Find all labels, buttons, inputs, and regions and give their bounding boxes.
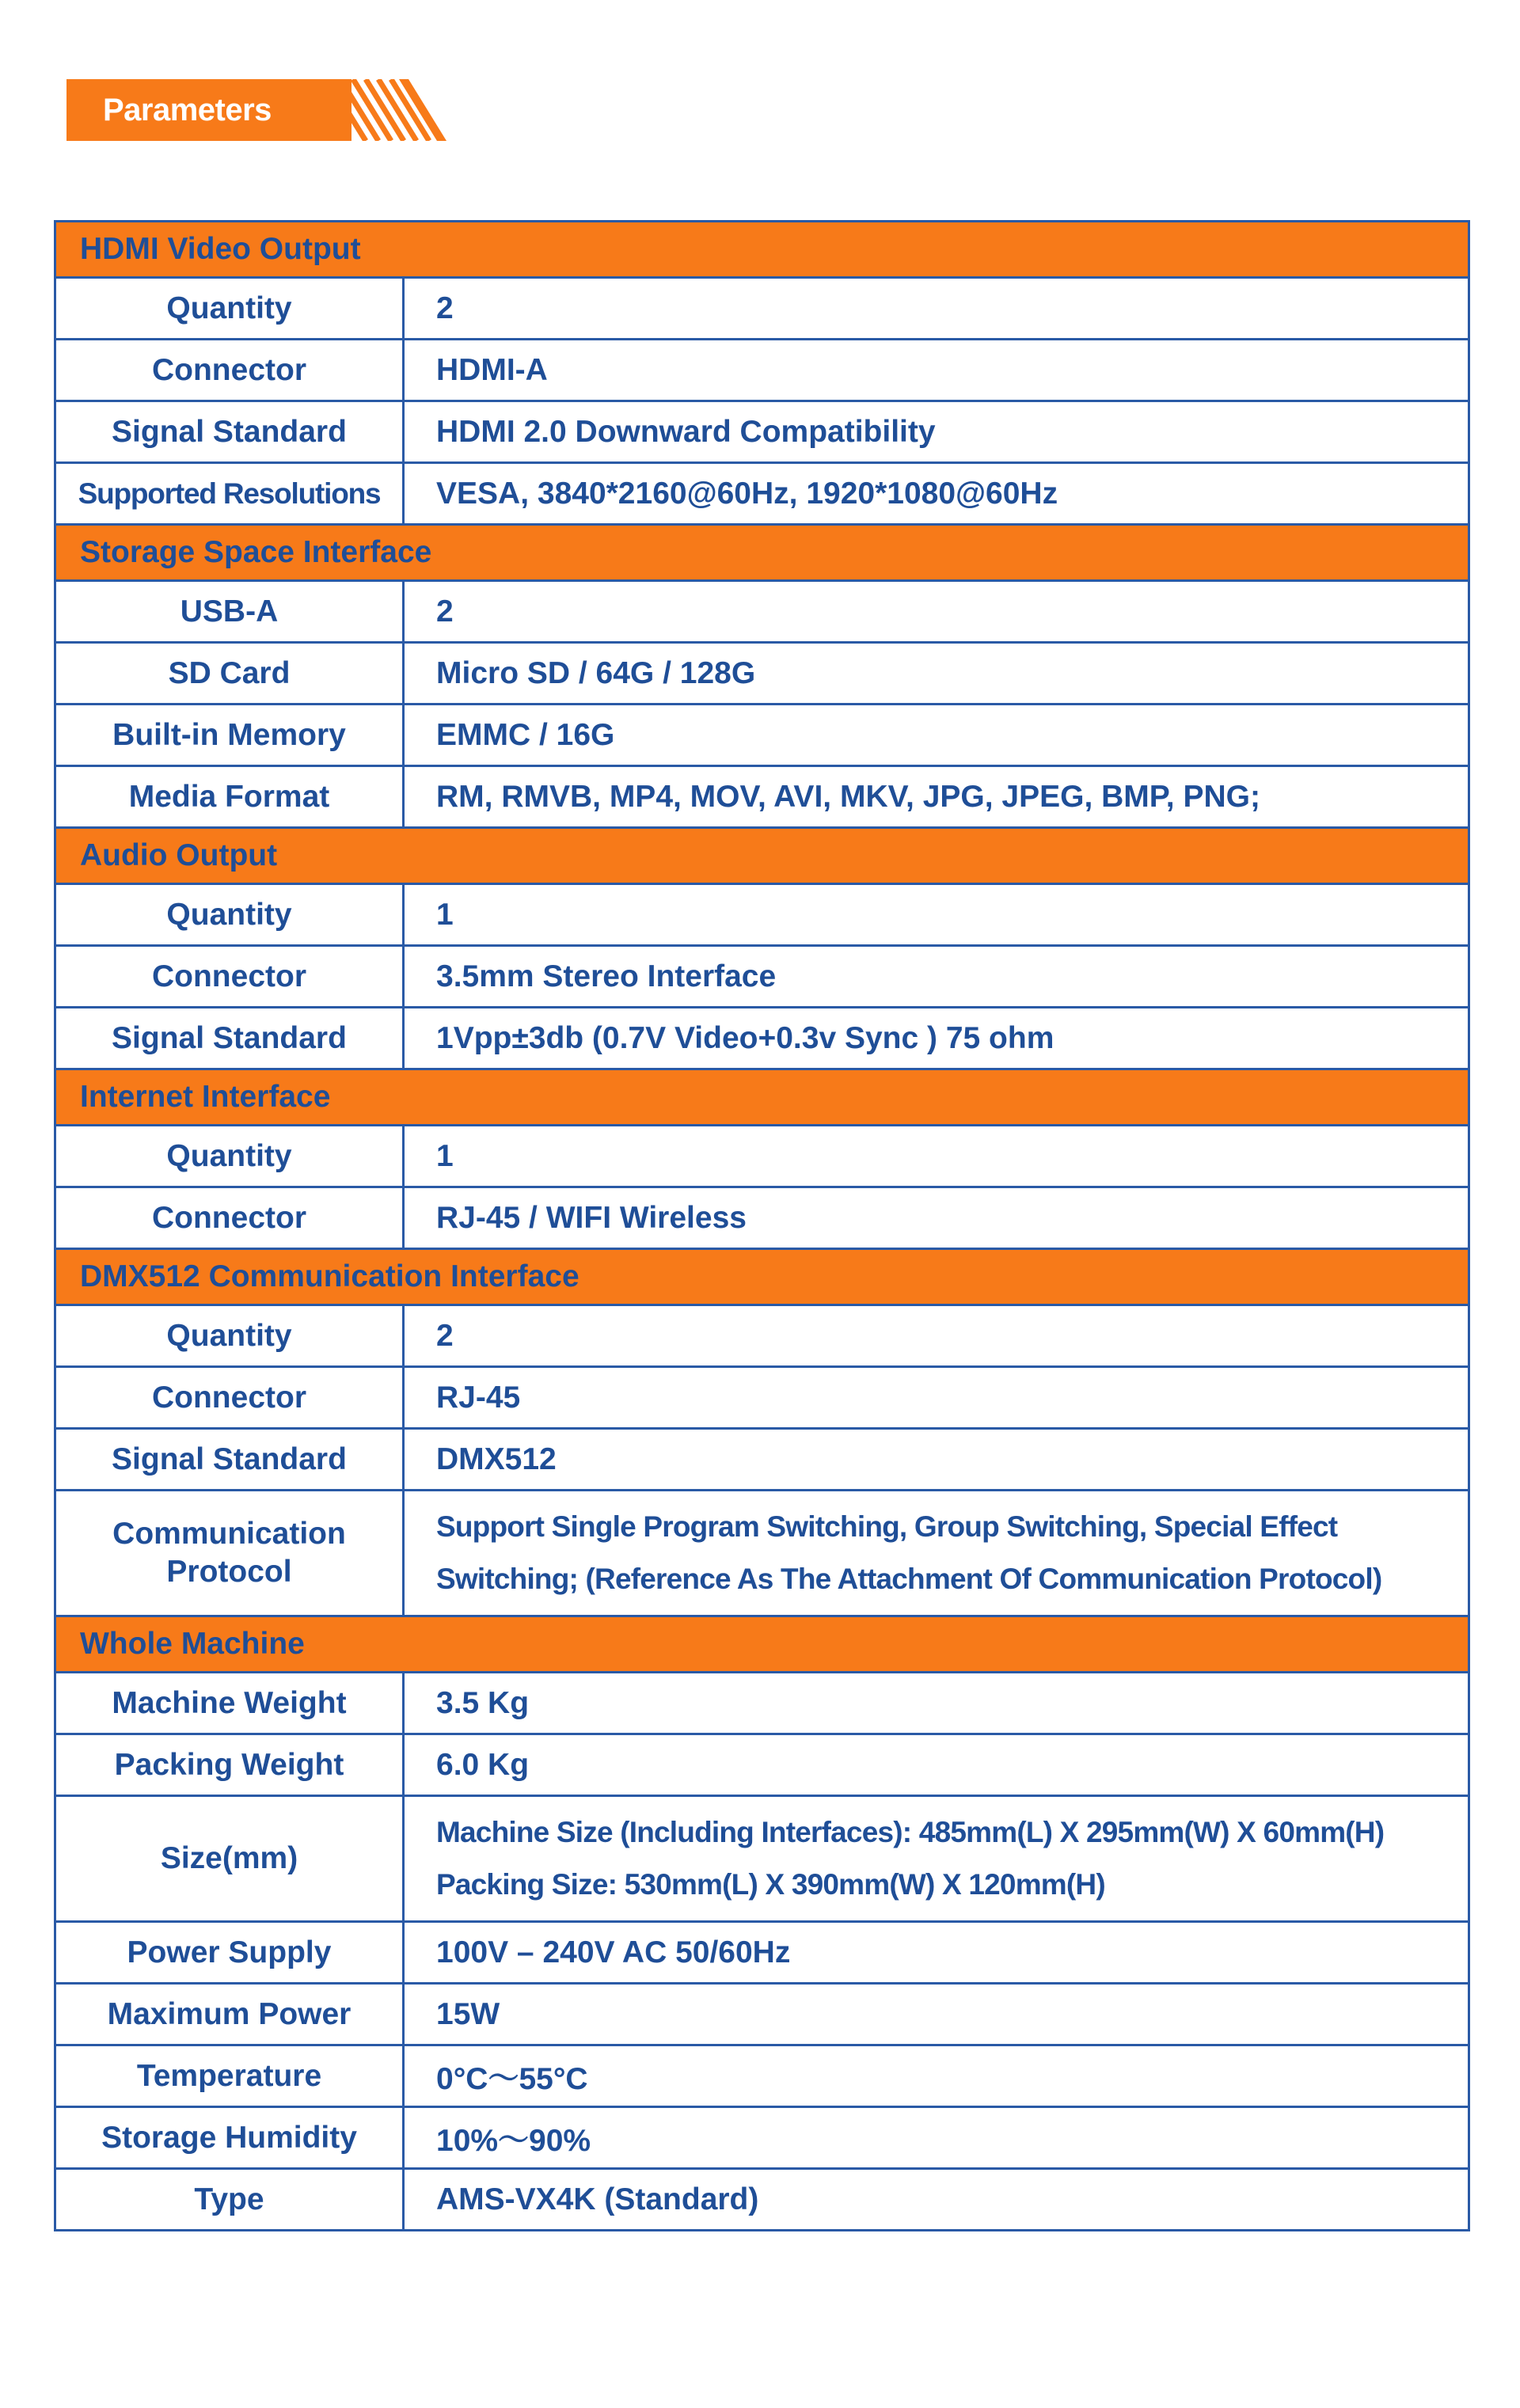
parameter-value-line: EMMC / 16G <box>436 717 615 752</box>
parameter-label-text: Machine Weight <box>112 1685 347 1720</box>
parameter-value <box>404 2169 1469 2231</box>
parameter-row <box>55 401 1469 463</box>
parameter-label-text: Signal Standard <box>112 1441 347 1476</box>
parameter-value <box>404 1922 1469 1984</box>
parameter-row <box>55 643 1469 705</box>
parameter-value-line: 3.5 Kg <box>436 1685 530 1720</box>
parameter-label-text: Communication Protocol <box>112 1517 346 1589</box>
parameter-row <box>55 1429 1469 1491</box>
parameter-row <box>55 2107 1469 2169</box>
parameter-value <box>404 643 1469 705</box>
parameter-label-text: Connector <box>152 1380 306 1415</box>
parameter-row <box>55 1187 1469 1249</box>
parameter-label <box>55 643 404 705</box>
parameter-label-text: Connector <box>152 352 306 387</box>
parameter-label <box>55 581 404 643</box>
parameter-value <box>404 1429 1469 1491</box>
parameter-value <box>404 1126 1469 1187</box>
section-title: DMX512 Communication Interface <box>55 1249 1469 1305</box>
parameter-value <box>404 340 1469 401</box>
section-header-row <box>55 222 1469 278</box>
parameter-value <box>404 884 1469 946</box>
section-header-row <box>55 525 1469 581</box>
parameter-value <box>404 946 1469 1008</box>
parameter-row <box>55 766 1469 828</box>
parameters-table-body <box>55 222 1469 2231</box>
parameter-value <box>404 278 1469 340</box>
parameter-row <box>55 581 1469 643</box>
parameter-label <box>55 884 404 946</box>
parameter-row <box>55 340 1469 401</box>
parameter-row <box>55 1367 1469 1429</box>
parameter-label <box>55 278 404 340</box>
parameter-value-line: 1 <box>436 1138 454 1173</box>
parameters-banner <box>66 79 446 141</box>
parameter-label <box>55 340 404 401</box>
parameter-row <box>55 1305 1469 1367</box>
parameter-label-text: Connector <box>152 1200 306 1235</box>
parameter-label-text: Signal Standard <box>112 414 347 449</box>
parameter-value-line: Packing Size: 530mm(L) X 390mm(W) X 120mm(H) <box>436 1868 1105 1901</box>
parameter-row <box>55 1984 1469 2045</box>
parameter-label-text: Signal Standard <box>112 1020 347 1055</box>
parameter-label-text: Temperature <box>136 2058 322 2093</box>
parameter-row <box>55 463 1469 525</box>
parameter-value <box>404 1491 1469 1616</box>
parameter-label-text: Packing Weight <box>114 1747 344 1782</box>
parameter-value-line: RJ-45 <box>436 1380 521 1415</box>
section-header-row <box>55 1249 1469 1305</box>
parameter-value <box>404 1796 1469 1922</box>
parameter-row <box>55 1922 1469 1984</box>
parameter-row <box>55 946 1469 1008</box>
parameter-value-line: VESA, 3840*2160@60Hz, 1920*1080@60Hz <box>436 476 1058 511</box>
parameter-value-line: AMS-VX4K (Standard) <box>436 2182 759 2216</box>
parameter-label <box>55 1305 404 1367</box>
parameter-row <box>55 884 1469 946</box>
parameter-row <box>55 1796 1469 1922</box>
parameter-value-line: 10%～90% <box>436 2123 591 2158</box>
page-title: Parameters <box>103 93 272 127</box>
section-title: Audio Output <box>55 828 1469 884</box>
parameter-value-line: 2 <box>436 291 454 325</box>
parameter-label-text: USB-A <box>180 594 279 629</box>
parameter-label <box>55 766 404 828</box>
parameter-value-line: HDMI 2.0 Downward Compatibility <box>436 414 936 449</box>
parameter-label <box>55 1367 404 1429</box>
parameter-label-text: Quantity <box>166 1318 292 1353</box>
parameter-label <box>55 2045 404 2107</box>
parameter-row <box>55 2045 1469 2107</box>
parameter-label <box>55 946 404 1008</box>
parameter-value <box>404 1673 1469 1734</box>
parameter-label <box>55 1922 404 1984</box>
parameter-row <box>55 1491 1469 1616</box>
parameter-value <box>404 1367 1469 1429</box>
parameter-label <box>55 1008 404 1069</box>
parameter-value-line: 100V – 240V AC 50/60Hz <box>436 1935 791 1969</box>
parameter-value <box>404 463 1469 525</box>
parameter-row <box>55 278 1469 340</box>
parameter-label-text: Maximum Power <box>107 1996 352 2031</box>
parameter-value <box>404 1984 1469 2045</box>
parameter-label-text: Quantity <box>166 897 292 932</box>
parameter-value-line: Switching; (Reference As The Attachment Of Communication Protocol) <box>436 1563 1382 1595</box>
parameter-row <box>55 1673 1469 1734</box>
parameter-row <box>55 1126 1469 1187</box>
parameter-row <box>55 2169 1469 2231</box>
parameter-value-line: 3.5mm Stereo Interface <box>436 959 777 993</box>
parameter-label-text: SD Card <box>168 655 291 690</box>
parameter-value <box>404 1008 1469 1069</box>
parameter-value <box>404 581 1469 643</box>
parameter-value-line: Support Single Program Switching, Group Switching, Special Effect <box>436 1510 1338 1543</box>
section-title: Internet Interface <box>55 1069 1469 1126</box>
section-title: HDMI Video Output <box>55 222 1469 278</box>
parameter-value-line: 0°C～55°C <box>436 2061 588 2096</box>
parameter-label-text: Size(mm) <box>160 1841 298 1875</box>
parameters-table <box>54 220 1470 2231</box>
parameter-value <box>404 1734 1469 1796</box>
section-header-row <box>55 828 1469 884</box>
parameter-label-text: Storage Humidity <box>101 2120 357 2155</box>
parameter-value-line: 1Vpp±3db (0.7V Video+0.3v Sync ) 75 ohm <box>436 1020 1054 1055</box>
parameter-value-line: 1 <box>436 897 454 932</box>
parameter-label <box>55 463 404 525</box>
parameter-value-line: DMX512 <box>436 1441 557 1476</box>
section-header-row <box>55 1616 1469 1673</box>
parameter-value <box>404 1187 1469 1249</box>
parameter-label <box>55 705 404 766</box>
parameter-label <box>55 2107 404 2169</box>
parameter-value <box>404 2045 1469 2107</box>
parameter-label-text: Quantity <box>166 291 292 325</box>
section-title: Whole Machine <box>55 1616 1469 1673</box>
parameter-value-line: Micro SD / 64G / 128G <box>436 655 756 690</box>
parameter-label <box>55 2169 404 2231</box>
parameter-label <box>55 1491 404 1616</box>
parameter-label <box>55 1126 404 1187</box>
parameter-value <box>404 1305 1469 1367</box>
parameter-value <box>404 401 1469 463</box>
parameter-label-text: Connector <box>152 959 306 993</box>
parameter-label <box>55 1984 404 2045</box>
parameter-value <box>404 705 1469 766</box>
parameter-value-line: RJ-45 / WIFI Wireless <box>436 1200 747 1235</box>
parameter-label <box>55 1429 404 1491</box>
parameter-label-text: Media Format <box>128 779 330 814</box>
parameter-value <box>404 766 1469 828</box>
parameter-label <box>55 1796 404 1922</box>
parameter-label <box>55 1734 404 1796</box>
parameter-label <box>55 401 404 463</box>
parameter-value-line: 15W <box>436 1996 500 2031</box>
section-title: Storage Space Interface <box>55 525 1469 581</box>
parameter-label-text: Power Supply <box>127 1935 332 1969</box>
parameter-label <box>55 1187 404 1249</box>
parameter-label-text: Built-in Memory <box>112 717 346 752</box>
parameter-label-text: Type <box>194 2182 264 2216</box>
parameter-value-line: HDMI-A <box>436 352 548 387</box>
parameter-value <box>404 2107 1469 2169</box>
parameter-value-line: 2 <box>436 594 454 629</box>
parameter-row <box>55 705 1469 766</box>
parameter-label <box>55 1673 404 1734</box>
parameter-label-text: Supported Resolutions <box>78 477 381 510</box>
parameter-value-line: 2 <box>436 1318 454 1353</box>
parameter-value-line: RM, RMVB, MP4, MOV, AVI, MKV, JPG, JPEG, BMP, PNG; <box>436 779 1260 814</box>
parameter-row <box>55 1008 1469 1069</box>
section-header-row <box>55 1069 1469 1126</box>
parameter-row <box>55 1734 1469 1796</box>
parameter-value-line: 6.0 Kg <box>436 1747 530 1782</box>
parameter-label-text: Quantity <box>166 1138 292 1173</box>
parameter-value-line: Machine Size (Including Interfaces): 485mm(L) X 295mm(W) X 60mm(H) <box>436 1816 1385 1848</box>
